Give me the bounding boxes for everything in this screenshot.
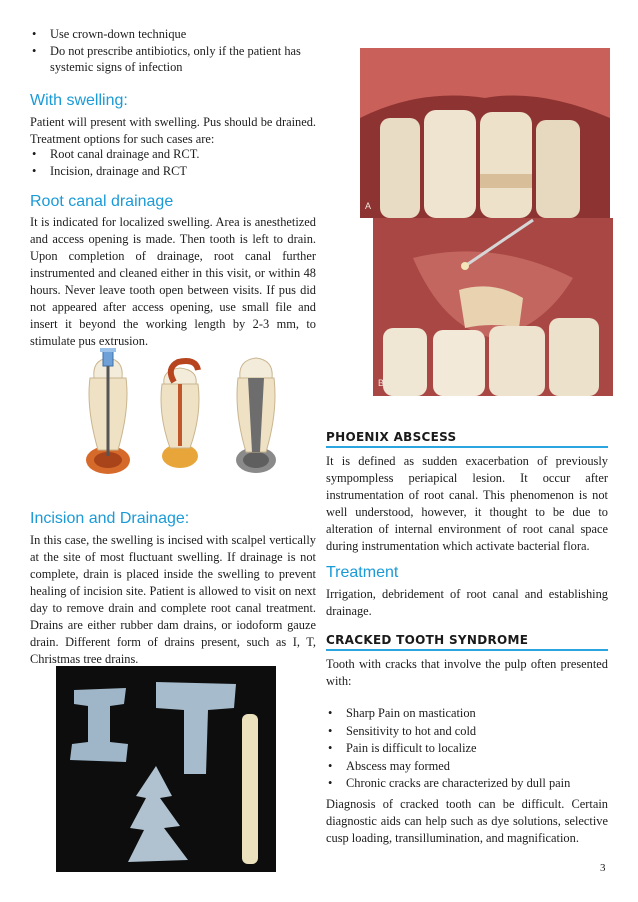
section-divider [326, 446, 608, 448]
list-item: • Sharp Pain on mastication [326, 705, 608, 723]
tooth-with-file-illustration [86, 348, 130, 474]
root-canal-drainage-body: It is indicated for localized swelling. Area is anesthetized and access opening is made. Then tooth is left to drain. Upon completion of drainage, root canal further instrumented and cleaned either in this visit, or within 48 hours. Never leave tooth open between visits. If pus did not appeared after access opening, use small file and insert it beyond the working length by 2-3 mm, to stimulate pus extrusion. [30, 215, 316, 348]
tooth-pus-illustration [161, 361, 199, 468]
list-item: • Use crown-down technique [30, 26, 316, 43]
list-item: • Root canal drainage and RCT. [30, 146, 316, 163]
with-swelling-heading: With swelling: [30, 92, 128, 109]
with-swelling-body: Patient will present with swelling. Pus should be drained. Treatment options for such cases are: [30, 115, 316, 146]
page-number: 3 [600, 862, 606, 874]
root-canal-drainage-heading: Root canal drainage [30, 193, 174, 210]
tooth-drainage-illustration [70, 348, 310, 480]
clinical-photo-b [373, 218, 613, 396]
phoenix-abscess-body: It is defined as sudden exacerbation of previously sympompless periapical lesion. It occur after instrumentation of root canal. This phenomenon is not well understood, however, it thought to be due to alteration of internal environment of root canal space during instrumentation which activate bacterial flora. [326, 454, 608, 553]
with-swelling-bullets [30, 146, 316, 179]
treatment-body: Irrigation, debridement of root canal and establishing drainage. [326, 587, 608, 618]
cracked-tooth-heading: CRACKED TOOTH SYNDROME [326, 633, 529, 647]
treatment-heading: Treatment [326, 564, 399, 581]
intro-bullets [30, 26, 316, 76]
cracked-tooth-bullets [326, 705, 608, 793]
list-item: • Incision, drainage and RCT [30, 163, 316, 180]
cracked-tooth-intro: Tooth with cracks that involve the pulp often presented with: [326, 657, 608, 688]
tooth-sealed-illustration [236, 358, 276, 473]
photo-label-a: A [365, 201, 372, 211]
incision-drainage-heading: Incision and Drainage: [30, 510, 190, 527]
clinical-photo-a [360, 48, 610, 218]
list-item: • Abscess may formed [326, 758, 608, 776]
list-item: • Sensitivity to hot and cold [326, 723, 608, 741]
photo-label-b: B [378, 378, 385, 388]
cracked-tooth-closing: Diagnosis of cracked tooth can be difficult. Certain diagnostic aids can help such as dye solutions, selective cusp loading, transillumination, and magnification. [326, 797, 608, 845]
phoenix-abscess-heading: PHOENIX ABSCESS [326, 430, 457, 444]
incision-drainage-body: In this case, the swelling is incised with scalpel vertically at the site of most fluctuant swelling. If drainage is not complete, drain is placed inside the swelling to prevent healing of incision site. Patient is allowed to visit on next day to remove drain and complete root canal treatment. Drains are either rubber dam drains, or iodoform gauze drain. Different form of drains present, such as I, T, Christmas tree drains. [30, 533, 316, 666]
list-item: • Do not prescribe antibiotics, only if the patient has systemic signs of infection [30, 43, 316, 76]
section-divider [326, 649, 608, 651]
list-item: • Pain is difficult to localize [326, 740, 608, 758]
list-item: • Chronic cracks are characterized by dull pain [326, 775, 608, 793]
drains-photo [56, 666, 276, 872]
